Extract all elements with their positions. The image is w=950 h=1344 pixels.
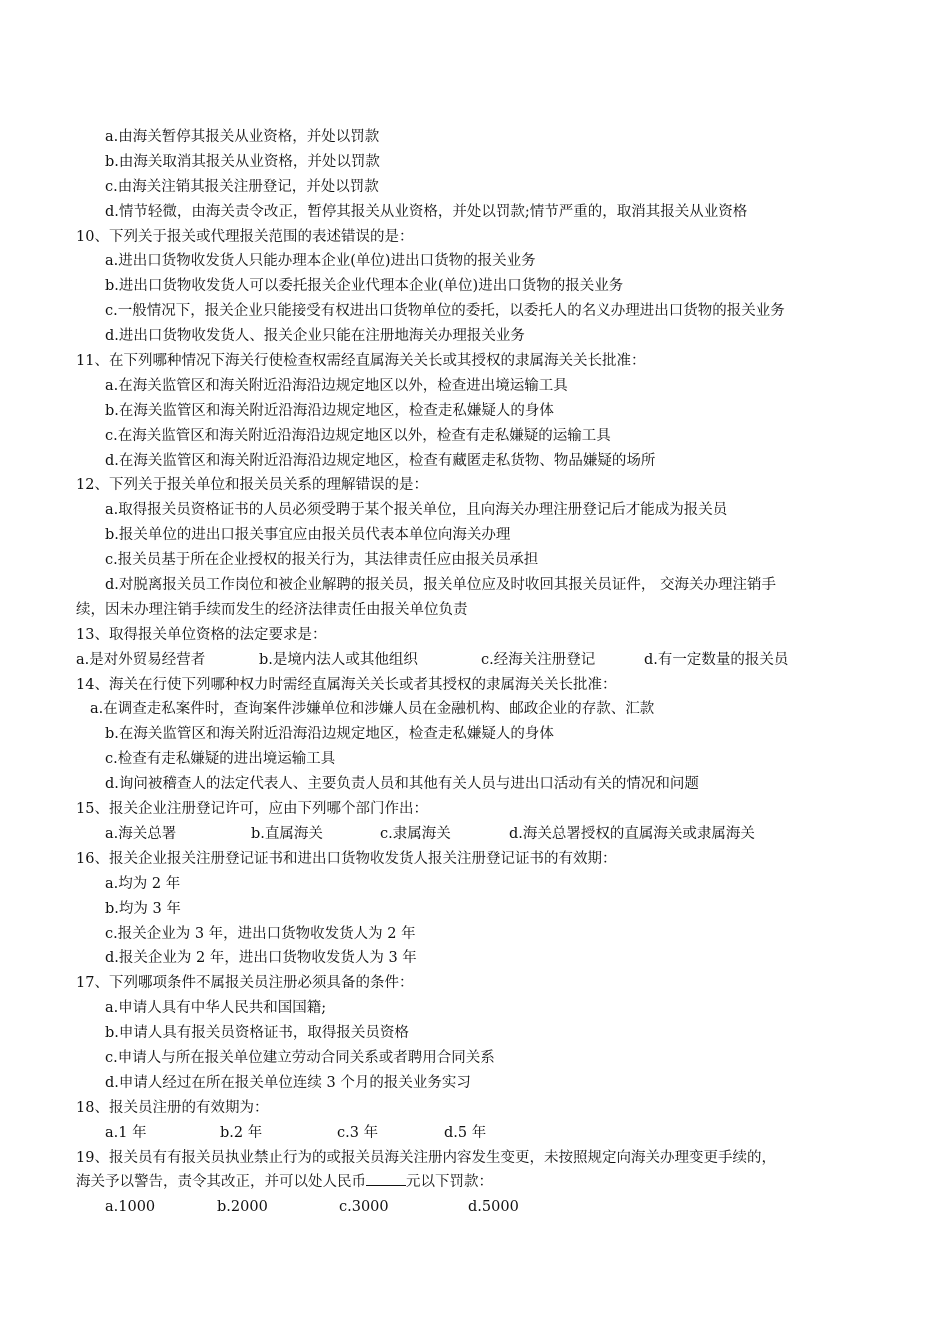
q19-options-row xyxy=(0,1195,950,1220)
q13-stem: 13、取得报关单位资格的法定要求是： xyxy=(76,626,327,643)
q15-option-b: b.直属海关 xyxy=(251,825,323,842)
q15-option-a: a.海关总署 xyxy=(105,825,177,842)
q17-stem: 17、下列哪项条件不属报关员注册必须具备的条件： xyxy=(76,975,414,992)
q18-option-c: c.3 年 xyxy=(337,1124,379,1141)
q19-answer-blank xyxy=(366,1171,406,1186)
q10-option-a: a.进出口货物收发货人只能办理本企业(单位)进出口货物的报关业务 xyxy=(105,253,536,270)
q12-stem: 12、下列关于报关单位和报关员关系的理解错误的是： xyxy=(76,477,428,494)
q16-option-b: b.均为 3 年 xyxy=(105,900,181,917)
q9-option-d: d.情节轻微，由海关责令改正，暂停其报关从业资格，并处以罚款;情节严重的，取消其报关从业资格 xyxy=(105,203,748,220)
document-content xyxy=(0,125,950,1220)
q9-option-b: b.由海关取消其报关从业资格，并处以罚款 xyxy=(105,153,380,170)
q17-option-d: d.申请人经过在所在报关单位连续 3 个月的报关业务实习 xyxy=(105,1074,471,1091)
q17-option-b: b.申请人具有报关员资格证书，取得报关员资格 xyxy=(105,1025,409,1042)
q11-option-b: b.在海关监管区和海关附近沿海沿边规定地区，检查走私嫌疑人的身体 xyxy=(105,402,554,419)
q19-stem-post: 元以下罚款： xyxy=(406,1174,493,1191)
q17-option-a: a.申请人具有中华人民共和国国籍; xyxy=(105,1000,327,1017)
q11-option-c: c.在海关监管区和海关附近沿海沿边规定地区以外，检查有走私嫌疑的运输工具 xyxy=(105,427,611,444)
q18-option-b: b.2 年 xyxy=(220,1124,263,1141)
q13-option-a: a.是对外贸易经营者 xyxy=(76,651,206,668)
q16-stem: 16、报关企业报关注册登记证书和进出口货物收发货人报关注册登记证书的有效期： xyxy=(76,850,617,867)
q9-option-c: c.由海关注销其报关注册登记，并处以罚款 xyxy=(105,178,379,195)
q14-option-c: c.检查有走私嫌疑的进出境运输工具 xyxy=(105,751,336,768)
q12-option-a: a.取得报关员资格证书的人员必须受聘于某个报关单位，且向海关办理注册登记后才能成为报关员 xyxy=(105,502,728,519)
q13-option-b: b.是境内法人或其他组织 xyxy=(259,651,418,668)
q13-option-c: c.经海关注册登记 xyxy=(481,651,596,668)
q19-option-c: c.3000 xyxy=(339,1199,389,1216)
q18-option-a: a.1 年 xyxy=(105,1124,147,1141)
q15-options-row xyxy=(0,822,950,847)
q16-option-a: a.均为 2 年 xyxy=(105,875,181,892)
q16-option-d: d.报关企业为 2 年，进出口货物收发货人为 3 年 xyxy=(105,950,417,967)
q19-stem-pre: 海关予以警告，责令其改正，并可以处人民币 xyxy=(76,1174,366,1191)
q19-option-b: b.2000 xyxy=(217,1199,268,1216)
q10-stem: 10、下列关于报关或代理报关范围的表述错误的是： xyxy=(76,228,414,245)
q19-option-d: d.5000 xyxy=(468,1199,519,1216)
q12-option-c: c.报关员基于所在企业授权的报关行为，其法律责任应由报关员承担 xyxy=(105,552,539,569)
q18-stem: 18、报关员注册的有效期为： xyxy=(76,1099,269,1116)
q12-option-d-line1: d.对脱离报关员工作岗位和被企业解聘的报关员，报关单位应及时收回其报关员证件， 交海关办理注销手 xyxy=(105,577,776,594)
q19-option-a: a.1000 xyxy=(105,1199,156,1216)
q11-stem: 11、在下列哪种情况下海关行使检查权需经直属海关关长或其授权的隶属海关关长批准： xyxy=(76,353,646,370)
q15-option-c: c.隶属海关 xyxy=(380,825,451,842)
q10-option-c: c.一般情况下，报关企业只能接受有权进出口货物单位的委托，以委托人的名义办理进出口货物的报关业务 xyxy=(105,303,785,320)
q11-option-d: d.在海关监管区和海关附近沿海沿边规定地区，检查有藏匿走私货物、物品嫌疑的场所 xyxy=(105,452,656,469)
q14-option-b: b.在海关监管区和海关附近沿海沿边规定地区，检查走私嫌疑人的身体 xyxy=(105,726,554,743)
q9-option-a: a.由海关暂停其报关从业资格，并处以罚款 xyxy=(105,129,380,145)
q17-option-c: c.申请人与所在报关单位建立劳动合同关系或者聘用合同关系 xyxy=(105,1049,495,1066)
q12-option-b: b.报关单位的进出口报关事宜应由报关员代表本单位向海关办理 xyxy=(105,527,511,544)
q18-option-d: d.5 年 xyxy=(444,1124,487,1141)
q16-option-c: c.报关企业为 3 年，进出口货物收发货人为 2 年 xyxy=(105,925,416,942)
q10-option-d: d.进出口货物收发货人、报关企业只能在注册地海关办理报关业务 xyxy=(105,328,525,345)
q19-stem-line1: 19、报关员有有报关员执业禁止行为的或报关员海关注册内容发生变更，未按照规定向海关办理变更手续的， xyxy=(76,1149,776,1166)
q19-stem-line2 xyxy=(0,1170,950,1195)
q12-option-d-line2: 续，因未办理注销手续而发生的经济法律责任由报关单位负责 xyxy=(76,601,468,618)
q15-stem: 15、报关企业注册登记许可，应由下列哪个部门作出： xyxy=(76,801,428,818)
q14-option-d: d.询问被稽查人的法定代表人、主要负责人员和其他有关人员与进出口活动有关的情况和问题 xyxy=(105,776,699,793)
q11-option-a: a.在海关监管区和海关附近沿海沿边规定地区以外，检查进出境运输工具 xyxy=(105,377,568,394)
q10-option-b: b.进出口货物收发货人可以委托报关企业代理本企业(单位)进出口货物的报关业务 xyxy=(105,278,624,295)
q14-stem: 14、海关在行使下列哪种权力时需经直属海关关长或者其授权的隶属海关关长批准： xyxy=(76,676,617,693)
q15-option-d: d.海关总署授权的直属海关或隶属海关 xyxy=(509,825,755,842)
q18-options-row xyxy=(0,1121,950,1146)
q13-options-row xyxy=(0,648,950,673)
q14-option-a: a.在调查走私案件时，查询案件涉嫌单位和涉嫌人员在金融机构、邮政企业的存款、汇款 xyxy=(90,701,655,718)
q13-option-d: d.有一定数量的报关员 xyxy=(644,651,789,668)
